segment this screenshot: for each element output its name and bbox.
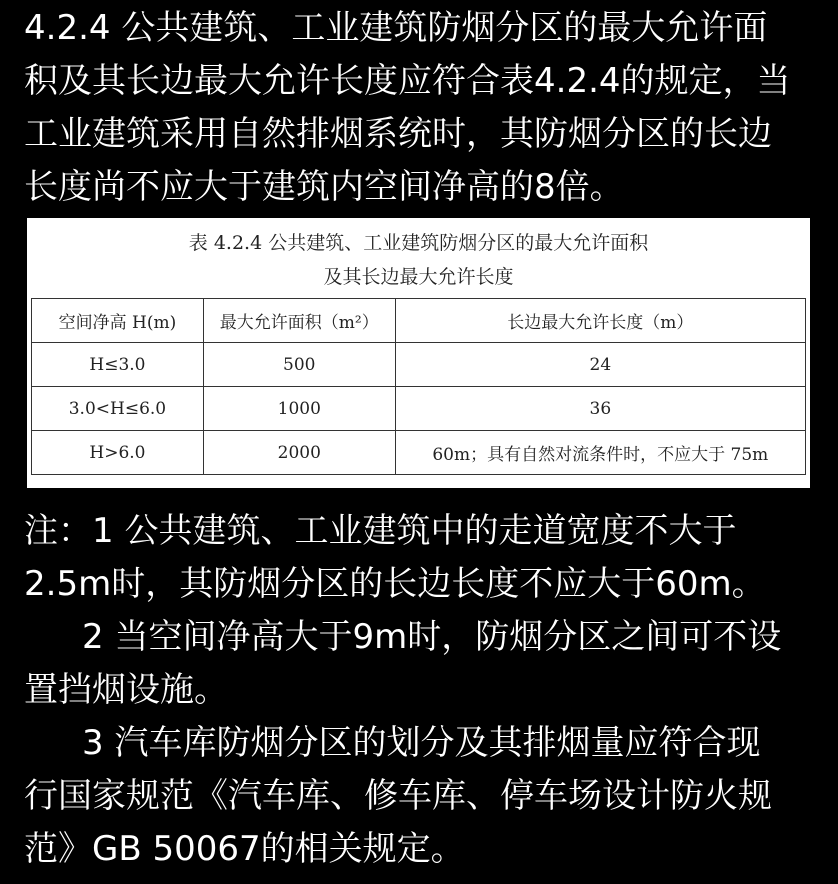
table-row — [32, 387, 806, 431]
table-cell: 1000 — [203, 387, 395, 431]
table-cell: H>6.0 — [32, 431, 204, 475]
table-cell: 2000 — [203, 431, 395, 475]
intro-line: 4.2.4 公共建筑、工业建筑防烟分区的最大允许面 — [24, 8, 768, 48]
intro-line: 积及其长边最大允许长度应符合表4.2.4的规定，当 — [24, 61, 791, 101]
table-cell: 36 — [395, 387, 805, 431]
note-line: 2.5m时，其防烟分区的长边长度不应大于60m。 — [24, 564, 766, 604]
note-line: 3 汽车库防烟分区的划分及其排烟量应符合现 — [82, 723, 761, 763]
intro-line: 工业建筑采用自然排烟系统时，其防烟分区的长边 — [24, 114, 772, 154]
notes-paragraph — [24, 505, 824, 876]
table-row — [32, 343, 806, 387]
table-cell: H≤3.0 — [32, 343, 204, 387]
header-cell: 空间净高 H(m) — [32, 299, 204, 343]
table-subtitle: 及其长边最大允许长度 — [323, 266, 514, 288]
table-cell: 500 — [203, 343, 395, 387]
table-cell: 60m；具有自然对流条件时，不应大于 75m — [395, 431, 805, 475]
header-cell: 长边最大允许长度（m） — [395, 299, 805, 343]
intro-paragraph — [24, 2, 824, 214]
table-title: 表 4.2.4 公共建筑、工业建筑防烟分区的最大允许面积 — [188, 232, 649, 254]
table-cell: 24 — [395, 343, 805, 387]
table-cell: 3.0<H≤6.0 — [32, 387, 204, 431]
table-row — [32, 431, 806, 475]
header-cell: 最大允许面积（m²） — [203, 299, 395, 343]
note-line: 注：1 公共建筑、工业建筑中的走道宽度不大于 — [24, 511, 737, 551]
table-header-row — [32, 299, 806, 343]
note-line: 行国家规范《汽车库、修车库、停车场设计防火规 — [24, 776, 772, 816]
intro-line: 长度尚不应大于建筑内空间净高的8倍。 — [24, 167, 624, 207]
note-line: 置挡烟设施。 — [24, 670, 228, 710]
note-line: 2 当空间净高大于9m时，防烟分区之间可不设 — [82, 617, 782, 657]
note-line: 范》GB 50067的相关规定。 — [24, 829, 465, 869]
spec-table — [31, 298, 806, 475]
spec-table-figure — [27, 218, 810, 488]
